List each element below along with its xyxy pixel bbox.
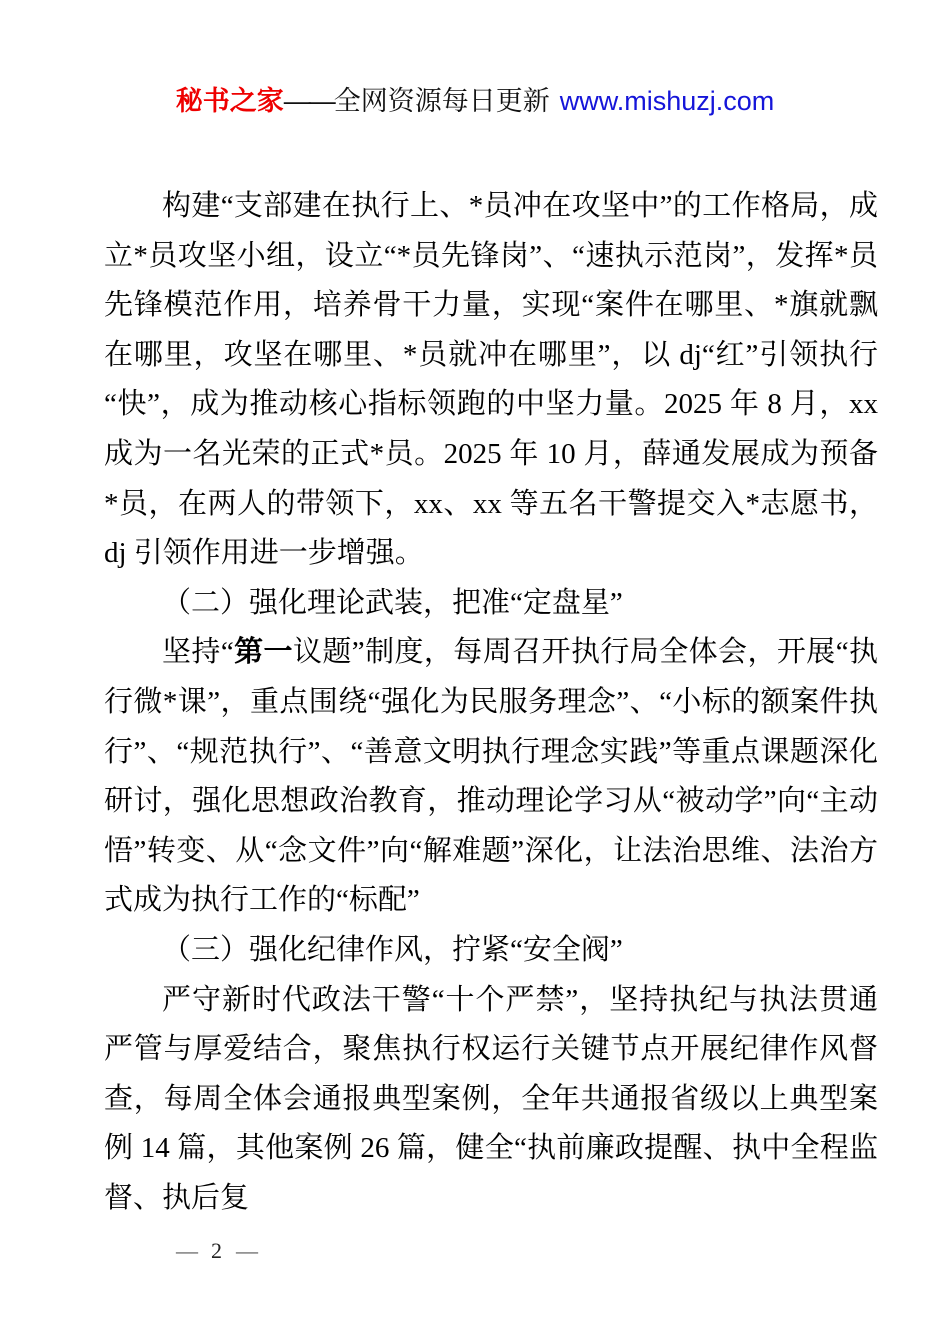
text-run: 议题”制度，每周召开执行局全体会，开展“执行微*课”，重点围绕“强化为民服务理念”、“小标的额案件执行”、“规范执行”、“善意文明执行理念实践”等重点课题深化研讨，强化思想政治教育，推动理论学习从“被动学”向“主动悟”转变、从“念文件”向“解难题”深化，让法治思维、法治方式成为执行工作的“标配” <box>104 636 878 917</box>
document-body <box>104 182 878 1223</box>
footer-dash-left: — <box>176 1238 197 1263</box>
page-number: 2 <box>211 1238 222 1263</box>
paragraph <box>104 976 878 1224</box>
bold-text-run: 第一 <box>233 636 293 669</box>
section-heading <box>104 579 878 629</box>
site-url-link[interactable]: www.mishuzj.com <box>559 86 775 116</box>
text-run: 坚持“ <box>162 636 234 669</box>
text-run: （二）强化理论武装，把准“定盘星” <box>162 586 623 619</box>
text-run: （三）强化纪律作风，拧紧“安全阀” <box>162 933 623 966</box>
site-header <box>0 84 950 118</box>
page-footer <box>176 1236 257 1266</box>
text-run: 严守新时代政法干警“十个严禁”，坚持执纪与执法贯通严管与厚爱结合，聚焦执行权运行关键节点开展纪律作风督查，每周全体会通报典型案例，全年共通报省级以上典型案例 14 篇，其他案例 26 篇，健全“执前廉政提醒、执中全程监督、执后复 <box>104 983 878 1214</box>
paragraph <box>104 628 878 926</box>
paragraph <box>104 182 878 579</box>
site-tagline: 全网资源每日更新 <box>333 86 550 116</box>
section-heading <box>104 926 878 976</box>
header-separator: —— <box>283 86 334 116</box>
footer-dash-right: — <box>236 1238 257 1263</box>
text-run: 构建“支部建在执行上、*员冲在攻坚中”的工作格局，成立*员攻坚小组，设立“*员先锋岗”、“速执示范岗”，发挥*员先锋模范作用，培养骨干力量，实现“案件在哪里、*旗就飘在哪里，攻坚在哪里、*员就冲在哪里”，以 dj“红”引领执行“快”，成为推动核心指标领跑的中坚力量。2025 年 8 月，xx 成为一名光荣的正式*员。2025 年 10 月，薛通发展成为预备*员，在两人的带领下，xx、xx 等五名干警提交入*志愿书，dj 引领作用进一步增强。 <box>104 190 878 570</box>
site-name: 秘书之家 <box>175 86 284 116</box>
